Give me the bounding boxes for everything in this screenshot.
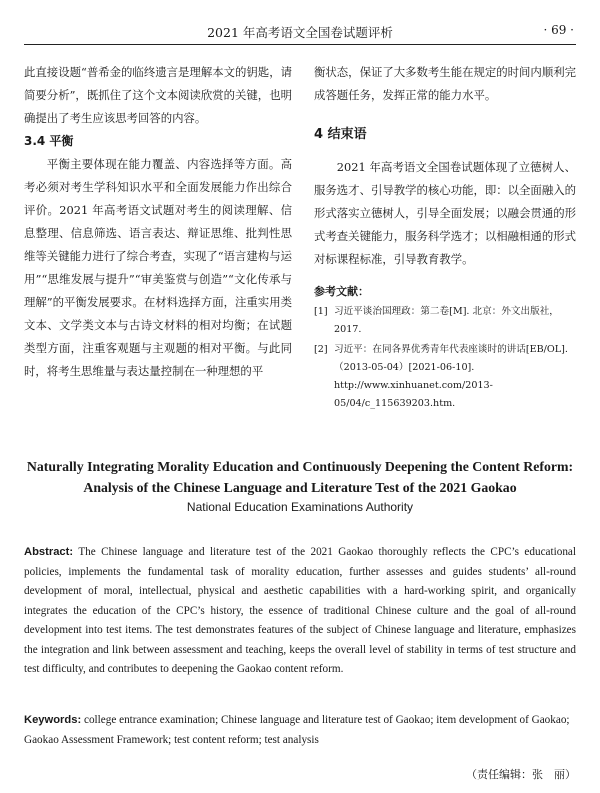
section-heading-balance: 3.4 平衡	[24, 134, 74, 148]
paragraph-continued-right: 衡状态，保证了大多数考生能在规定的时间内顺利完成答题任务，发挥正常的能力水平。	[314, 65, 576, 102]
references-heading: 参考文献：	[314, 285, 369, 298]
english-keywords	[24, 711, 576, 750]
reference-number: [2]	[314, 344, 328, 355]
page-number: · 69 ·	[543, 23, 574, 37]
abstract-text: The Chinese language and literature test of the 2021 Gaokao thoroughly reflects the CPC’s educational policies, implements the fundamental task of morality education, further assesses and guides students’ all-round development of moral, intellectual, physical and aesthetic capabilities with a hard-working spirit, and organically integrates the education of the CPC’s history, the essence of traditional Chinese culture and the goal of all-round development into test items. The test demonstrates features of the subject of Chinese language and literature, emphasizes the integration and link between assessment and teaching, keeps the overall level of stability in terms of test structure and test difficulty, and contributes to deepening the Gaokao content reform.	[24, 546, 576, 675]
right-column	[314, 61, 576, 413]
keywords-label: Keywords:	[24, 714, 82, 726]
english-title: Naturally Integrating Morality Education and Continuously Deepening the Content Reform: Analysis of the Chinese Language and Literature Test of the 2021 Gaokao	[26, 459, 574, 495]
left-column	[24, 61, 292, 383]
running-header	[24, 20, 576, 45]
reference-item	[314, 341, 576, 413]
abstract-label: Abstract:	[24, 546, 74, 558]
reference-number: [1]	[314, 306, 328, 317]
editor-note: （责任编辑：张 丽）	[466, 768, 576, 781]
reference-item	[314, 303, 576, 339]
english-author: National Education Examinations Authority	[186, 500, 414, 514]
english-abstract	[24, 543, 576, 680]
paragraph-balance: 平衡主要体现在能力覆盖、内容选择等方面。高考必须对考生学科知识水平和全面发展能力作出综合评价。2021 年高考语文试题对考生的阅读理解、信息整理、信息筛选、语言表达、辩证思维、批判性思维等关键能力进行了综合考查，实现了“语言建构与运用”“思维发展与提升”“审美鉴赏与创造”“文化传承与理解”的平衡发展要求。在材料选择方面，注重实用类文本、文学类文本与古诗文材料的相对均衡；在试题类型方面，注重客观题与主观题的相对平衡。与此同时，将考生思维量与表达量控制在一种理想的平	[24, 157, 292, 378]
reference-text: 习近平：在同各界优秀青年代表座谈时的讲话[EB/OL]. （2013-05-04）[2021-06-10]. http://www.xinhuanet.com/2013-05/04/c_115639203.htm.	[334, 344, 568, 409]
reference-text: 习近平谈治国理政：第二卷[M]. 北京：外文出版社，2017.	[334, 306, 559, 335]
journal-running-title: 2021 年高考语文全国卷试题评析	[207, 25, 393, 40]
paragraph-conclusion: 2021 年高考语文全国卷试题体现了立德树人、服务选才、引导教学的核心功能，即：以全面融入的形式落实立德树人，引导全面发展；以融会贯通的形式考查关键能力，服务科学选才；以相融相通的形式对标课程标准，引导教育教学。	[314, 160, 576, 266]
keywords-text: college entrance examination; Chinese language and literature test of Gaokao; item development of Gaokao; Gaokao Assessment Framework; test content reform; test analysis	[24, 714, 570, 746]
paragraph-continued: 此直接设题“普希金的临终遗言是理解本文的钥匙，请简要分析”，既抓住了这个文本阅读欣赏的关键，也明确提出了考生应该思考回答的内容。	[24, 65, 292, 125]
section-heading-conclusion: 4 结束语	[314, 127, 367, 142]
